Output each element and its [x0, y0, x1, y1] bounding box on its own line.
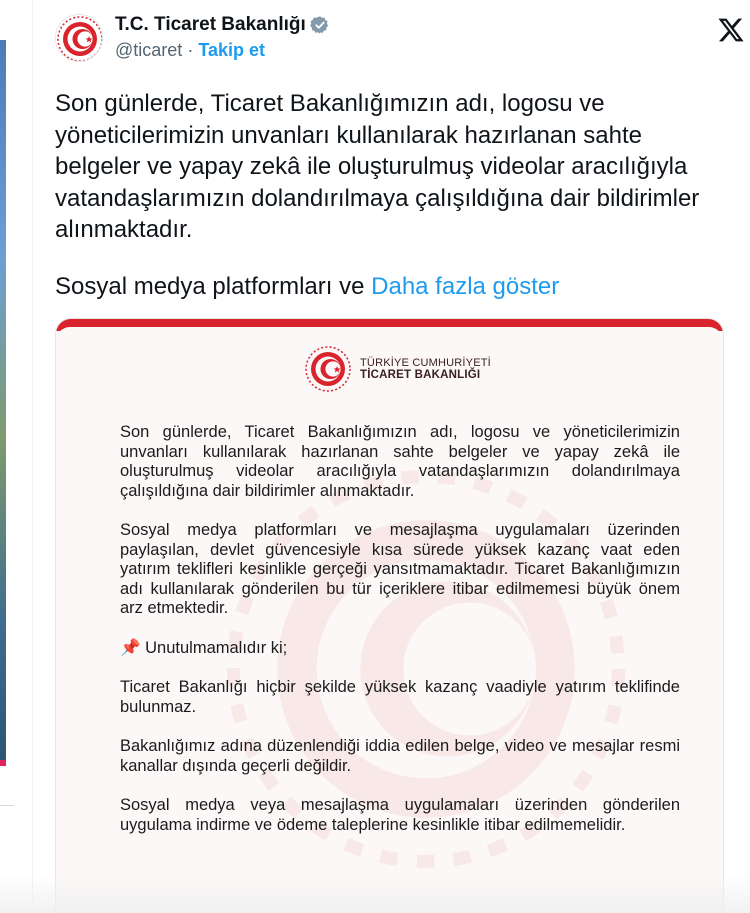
bottom-fade — [0, 875, 750, 913]
account-name[interactable]: T.C. Ticaret Bakanlığı — [115, 14, 306, 35]
follow-button[interactable]: Takip et — [198, 40, 266, 60]
tweet-text: Son günlerde, Ticaret Bakanlığımızın adı, logosu ve yöneticilerimizin unvanları kullanılarak hazırlanan sahte belgeler ve yapay zekâ ile oluşturulmuş videolar aracılığıyla vatandaşlarımızın dolandırılmaya çalışıldığına dair bildirimler alınmaktadır. — [55, 90, 700, 243]
document-body — [120, 423, 680, 855]
document-paragraph: Ticaret Bakanlığı hiçbir şekilde yüksek kazanç vaadiyle yatırım teklifinde bulunmaz. — [120, 678, 680, 716]
tweet-header — [55, 14, 745, 74]
handle-separator: · — [187, 40, 194, 60]
ministry-emblem-icon — [304, 345, 352, 393]
background-divider — [0, 805, 14, 806]
document-org-name — [360, 357, 491, 381]
show-more-link[interactable]: Daha fazla göster — [371, 273, 560, 300]
document-paragraph: Sosyal medya veya mesajlaşma uygulamaları üzerinden gönderilen uygulama indirme ve ödeme taleplerine kesinlikle itibar edilmemelidir. — [120, 796, 680, 834]
document-paragraph: Sosyal medya platformları ve mesajlaşma uygulamaları üzerinden paylaşılan, devlet güvencesiyle kısa sürede yüksek kazanç vaat eden yatırım teklifleri kesinlikle gerçeği yansıtmamaktadır. Ticaret Bakanlığımızın adı kullanılarak gönderilen bu tür içeriklere itibar edilmemesi büyük önem arz etmektedir. — [120, 521, 680, 617]
document-paragraph: Bakanlığımız adına düzenlendiği iddia edilen belge, video ve mesajlar resmi kanallar dışında geçerli değildir. — [120, 737, 680, 775]
ministry-emblem-icon — [56, 15, 103, 62]
document-logo — [304, 345, 491, 393]
tweet-text-continued — [55, 271, 715, 302]
document-paragraph — [120, 639, 680, 659]
account-handle[interactable]: @ticaret — [115, 40, 183, 60]
background-image-edge — [0, 40, 6, 765]
pushpin-icon: 📌 — [120, 638, 141, 657]
background-accent — [0, 760, 6, 766]
document-note: Unutulmamalıdır ki; — [145, 638, 288, 657]
handle-row — [115, 40, 265, 61]
attached-image[interactable] — [55, 318, 724, 913]
org-line-1: TÜRKİYE CUMHURİYETİ — [360, 357, 491, 369]
org-line-2: TİCARET BAKANLIĞI — [360, 369, 481, 381]
document-paragraph: Son günlerde, Ticaret Bakanlığımızın adı, logosu ve yöneticilerimizin unvanları kullanılarak hazırlanan sahte belgeler ve yapay zekâ ile oluşturulmuş videolar aracılığıyla vatandaşlarımızın dolandırılmaya çalışıldığına dair bildirimler alınmaktadır. — [120, 423, 680, 500]
background-page-edge — [0, 0, 36, 913]
x-logo-icon[interactable] — [717, 16, 745, 44]
verified-badge-icon — [310, 15, 330, 35]
tweet-card — [32, 0, 750, 913]
tweet-text-truncated: Sosyal medya platformları ve — [55, 273, 365, 300]
name-row — [115, 14, 330, 36]
avatar[interactable] — [55, 14, 103, 62]
